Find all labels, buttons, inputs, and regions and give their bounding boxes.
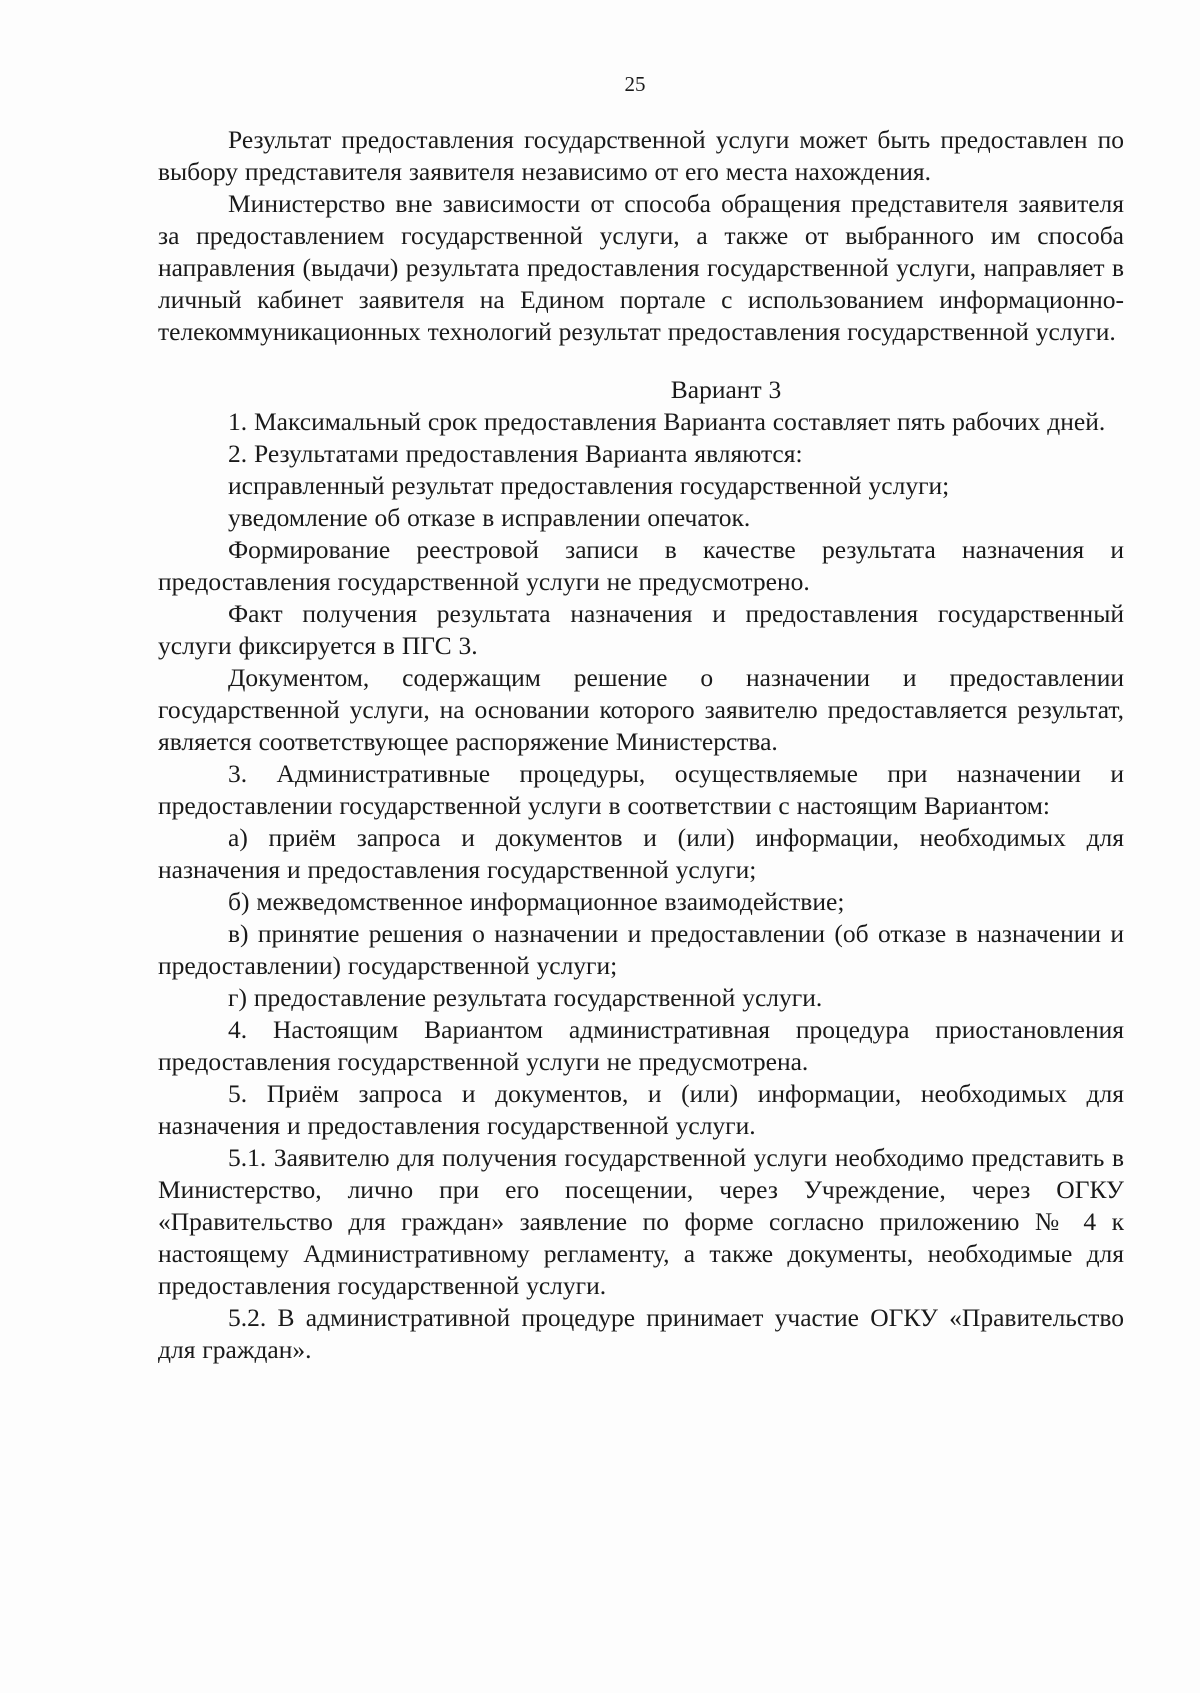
paragraph-result-delivery: Результат предоставления государственной услуги может быть предоставлен по выбору представителя заявителя независимо от его места нахождения. <box>158 125 1124 186</box>
list-item-g: г) предоставление результата государственной услуги. <box>228 983 823 1012</box>
paragraph-registry-record: Формирование реестровой записи в качестве результата назначения и предоставления государственной услуги не предусмотрено. <box>158 535 1124 596</box>
section-heading: Вариант 3 <box>670 375 782 404</box>
list-item-v: в) принятие решения о назначении и предоставлении (об отказе в назначении и предоставлении) государственной услуги; <box>158 919 1124 980</box>
paragraph-results-intro: 2. Результатами предоставления Варианта являются: <box>228 439 803 468</box>
paragraph-procedures-intro: 3. Административные процедуры, осуществляемые при назначении и предоставлении государственной услуги в соответствии с настоящим Вариантом: <box>158 759 1124 820</box>
paragraph-max-term: 1. Максимальный срок предоставления Варианта составляет пять рабочих дней. <box>228 407 1106 436</box>
list-item-a: а) приём запроса и документов и (или) информации, необходимых для назначения и предоставления государственной услуги; <box>158 823 1124 884</box>
paragraph-result-refusal: уведомление об отказе в исправлении опечаток. <box>228 503 751 532</box>
paragraph-suspension: 4. Настоящим Вариантом административная процедура приостановления предоставления государственной услуги не предусмотрена. <box>158 1015 1124 1076</box>
list-item-b: б) межведомственное информационное взаимодействие; <box>228 887 845 916</box>
paragraph-5-2: 5.2. В административной процедуре принимает участие ОГКУ «Правительство для граждан». <box>158 1303 1124 1364</box>
paragraph-ministry-direction: Министерство вне зависимости от способа обращения представителя заявителя за предоставлением государственной услуги, а также от выбранного им способа направления (выдачи) результата предоставления государственной услуги, направляет в личный кабинет заявителя на Едином портале с использованием информационно-телекоммуникационных технологий результат предоставления государственной услуги. <box>158 189 1124 346</box>
paragraph-5-1: 5.1. Заявителю для получения государственной услуги необходимо представить в Министерство, лично при его посещении, через Учреждение, через ОГКУ «Правительство для граждан» заявление по форме согласно приложению № 4 к настоящему Административному регламенту, а также документы, необходимые для предоставления государственной услуги. <box>158 1143 1124 1300</box>
document-body <box>158 124 1124 1366</box>
page-number: 25 <box>624 72 646 96</box>
paragraph-request-intake: 5. Приём запроса и документов, и (или) информации, необходимых для назначения и предоставления государственной услуги. <box>158 1079 1124 1140</box>
paragraph-fact-recorded: Факт получения результата назначения и предоставления государственный услуги фиксируется в ПГС 3. <box>158 599 1124 660</box>
paragraph-result-corrected: исправленный результат предоставления государственной услуги; <box>228 471 950 500</box>
paragraph-decision-document: Документом, содержащим решение о назначении и предоставлении государственной услуги, на основании которого заявителю предоставляется результат, является соответствующее распоряжение Министерства. <box>158 663 1124 756</box>
